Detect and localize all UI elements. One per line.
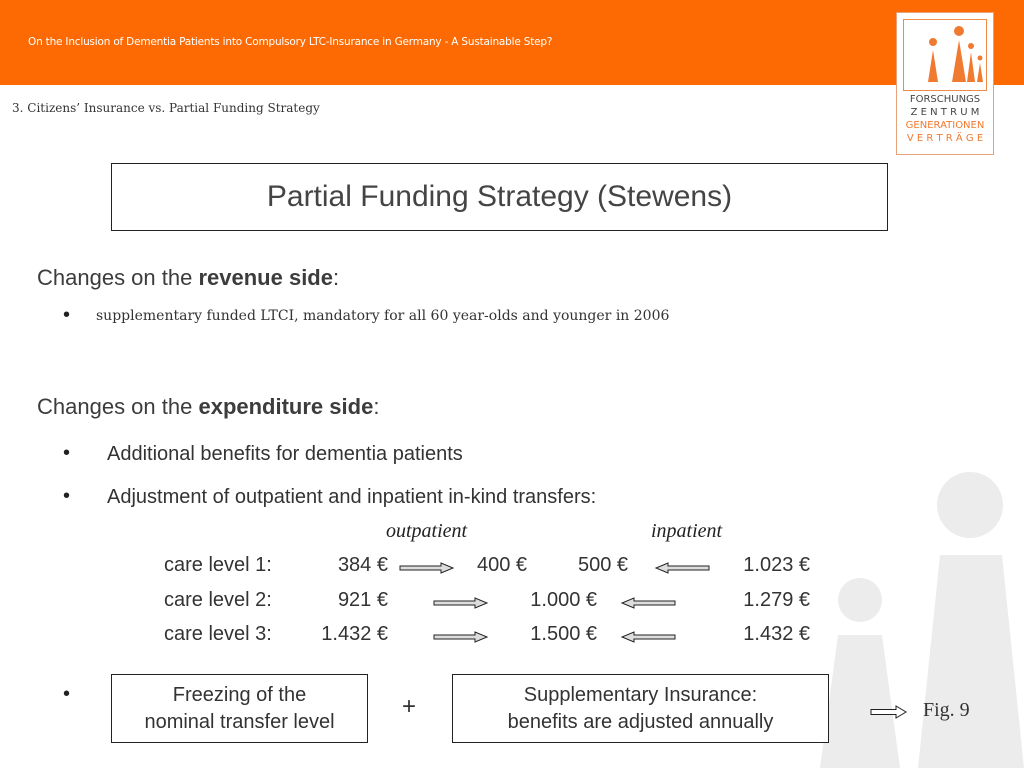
bullet-point: • [63, 683, 71, 705]
bullet-point: • [63, 485, 71, 507]
logo-line-1: FORSCHUNGS [909, 94, 981, 105]
freezing-box-line-2: nominal transfer level [144, 710, 335, 733]
revenue-heading: Changes on the revenue side: [37, 265, 340, 290]
inpatient-old-value: 1.279 € [743, 589, 810, 611]
logo [896, 12, 994, 155]
freezing-box-line-1: Freezing of the [172, 683, 307, 706]
logo-line-3: GENERATIONEN [905, 120, 985, 131]
left-arrow-icon [620, 630, 676, 644]
outpatient-new-value: 400 € [477, 554, 528, 576]
left-arrow-icon [654, 561, 710, 575]
figure-reference: Fig. 9 [923, 699, 970, 721]
inpatient-old-value: 1.023 € [743, 554, 810, 576]
plus-sign: + [402, 693, 417, 720]
outpatient-old-value: 1.432 € [321, 623, 388, 645]
supplementary-box-line-2: benefits are adjusted annually [507, 710, 774, 733]
inpatient-header: inpatient [651, 520, 723, 542]
care-level-label: care level 2: [164, 589, 272, 611]
expenditure-item-2: Adjustment of outpatient and inpatient in-kind transfers: [107, 486, 597, 508]
header-banner [0, 0, 1024, 85]
supplementary-insurance-box [452, 674, 829, 743]
left-arrow-icon [620, 596, 676, 610]
outpatient-old-value: 921 € [337, 589, 388, 611]
inpatient-old-value: 1.432 € [743, 623, 810, 645]
section-label: 3. Citizens’ Insurance vs. Partial Funding Strategy [12, 101, 320, 115]
expenditure-item-1: Additional benefits for dementia patients [107, 443, 463, 465]
revenue-item: supplementary funded LTCI, mandatory for all 60 year-olds and younger in 2006 [96, 308, 670, 324]
logo-line-4: V E R T R Ä G E [906, 133, 984, 144]
outpatient-header: outpatient [386, 520, 468, 542]
expenditure-heading: Changes on the expenditure side: [37, 394, 380, 419]
care-level-label: care level 1: [164, 554, 272, 576]
outpatient-new-value: 1.500 € [530, 623, 597, 645]
bullet-point: • [63, 304, 71, 326]
freezing-box [111, 674, 368, 743]
right-arrow-icon [433, 630, 489, 644]
people-figures-icon [904, 20, 988, 92]
logo-figures-frame [903, 19, 987, 91]
right-arrow-icon [433, 596, 489, 610]
outpatient-new-value: 1.000 € [530, 589, 597, 611]
inpatient-new-value: 500 € [578, 554, 629, 576]
right-arrow-icon [399, 561, 455, 575]
care-level-label: care level 3: [164, 623, 272, 645]
outpatient-old-value: 384 € [337, 554, 388, 576]
supplementary-box-line-1: Supplementary Insurance: [523, 683, 758, 706]
presentation-title: On the Inclusion of Dementia Patients into Compulsory LTC-Insurance in Germany - A Sustainable Step? [28, 36, 553, 48]
logo-line-2: Z E N T R U M [910, 107, 980, 118]
bullet-point: • [63, 442, 71, 464]
right-arrow-icon [870, 705, 908, 719]
slide-title: Partial Funding Strategy (Stewens) [111, 163, 888, 231]
